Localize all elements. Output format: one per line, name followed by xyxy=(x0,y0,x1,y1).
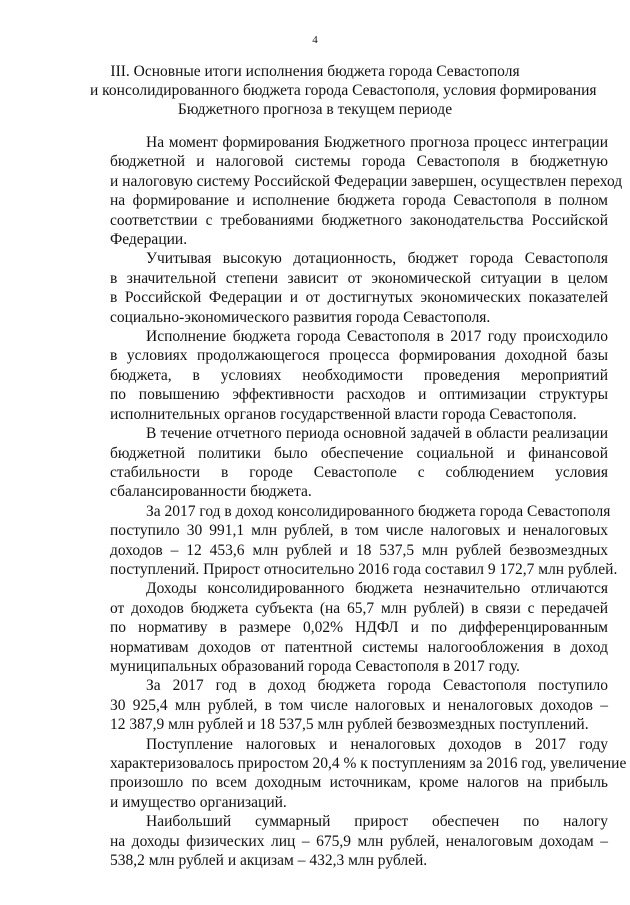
text-line: в значительной степени зависит от экономической ситуации в целом xyxy=(110,269,608,287)
text-line: За 2017 год в доход бюджета города Севастополя поступило xyxy=(146,677,608,695)
text-line: нормативам доходов от патентной системы налогообложения в доход xyxy=(110,638,608,656)
text-line: Доходы консолидированного бюджета незначительно отличаются xyxy=(146,580,608,598)
text-line: соответствии с требованиями бюджетного законодательства Российской xyxy=(110,211,608,229)
paragraph-subsidy xyxy=(110,249,608,327)
paragraph-execution-2017 xyxy=(110,327,608,424)
text-line: За 2017 год в доход консолидированного бюджета города Севастополя xyxy=(146,502,611,520)
text-line: муниципальных образований города Севастополя в 2017 году. xyxy=(110,657,520,675)
text-line: в условиях продолжающегося процесса формирования доходной базы xyxy=(110,347,608,365)
text-line: Наибольший суммарный прирост обеспечен по налогу xyxy=(146,813,608,831)
text-line: бюджетной и налоговой системы города Севастополя в бюджетную xyxy=(110,153,608,171)
text-line: и имущество организаций. xyxy=(110,793,287,811)
text-line: Федерации. xyxy=(110,231,188,249)
paragraph-income-difference xyxy=(110,579,608,676)
text-line: и налоговую систему Российской Федерации завершен, осуществлен переход xyxy=(110,172,623,190)
text-line: бюджетной политики было обеспечение социальной и финансовой xyxy=(110,444,608,462)
text-line: 12 387,9 млн рублей и 18 537,5 млн рублей безвозмездных поступлений. xyxy=(110,716,589,734)
paragraph-policy-goal xyxy=(110,424,608,502)
text-line: исполнительных органов государственной власти города Севастополя. xyxy=(110,405,577,423)
heading-line: Бюджетного прогноза в текущем периоде xyxy=(177,101,453,118)
heading-line: III. Основные итоги исполнения бюджета города Севастополя xyxy=(110,63,520,80)
paragraph-tax-growth xyxy=(110,735,627,813)
text-line: в Российской Федерации и от достигнутых экономических показателей xyxy=(110,289,608,307)
heading-line: и консолидированного бюджета города Севастополя, условия формирования xyxy=(90,82,597,99)
text-line: по повышению эффективности расходов и оптимизации структуры xyxy=(110,386,608,404)
text-line: поступлений. Прирост относительно 2016 года составил 9 172,7 млн рублей. xyxy=(110,560,618,578)
text-line: сбалансированности бюджета. xyxy=(110,483,312,501)
text-line: На момент формирования Бюджетного прогноза процесс интеграции xyxy=(146,134,608,151)
text-line: на формирование и исполнение бюджета города Севастополя в полном xyxy=(110,192,608,210)
text-line: по нормативу в размере 0,02% НДФЛ и по дифференцированным xyxy=(110,619,608,637)
text-line: стабильности в городе Севастополе с соблюдением условия xyxy=(110,463,608,481)
text-line: на доходы физических лиц – 675,9 млн рублей, неналоговым доходам – xyxy=(110,832,608,850)
text-line: доходов – 12 453,6 млн рублей и 18 537,5 млн рублей безвозмездных xyxy=(110,541,608,559)
paragraph-consolidated-income xyxy=(110,502,618,580)
text-line: бюджета, в условиях необходимости проведения мероприятий xyxy=(110,366,608,384)
text-line: характеризовалось приростом 20,4 % к поступлениям за 2016 год, увеличение xyxy=(110,755,627,772)
text-line: Учитывая высокую дотационность, бюджет города Севастополя xyxy=(146,250,608,268)
text-line: от доходов бюджета субъекта (на 65,7 млн рублей) в связи с передачей xyxy=(110,599,608,617)
text-line: 30 925,4 млн рублей, в том числе налоговых и неналоговых доходов – xyxy=(110,696,608,714)
text-line: социально-экономического развития города Севастополя. xyxy=(110,308,491,326)
text-line: 538,2 млн рублей и акцизам – 432,3 млн рублей. xyxy=(110,852,428,870)
paragraph-city-income xyxy=(110,676,608,734)
text-line: Поступление налоговых и неналоговых доходов в 2017 году xyxy=(146,735,608,753)
body-text xyxy=(110,133,627,870)
page-number: 4 xyxy=(312,34,318,46)
text-line: произошло по всем доходным источникам, кроме налогов на прибыль xyxy=(110,774,608,792)
paragraph-largest-growth xyxy=(110,812,608,870)
text-line: поступило 30 991,1 млн рублей, в том числе налоговых и неналоговых xyxy=(110,522,608,540)
text-line: Исполнение бюджета города Севастополя в 2017 году происходило xyxy=(146,328,608,346)
section-heading xyxy=(90,62,597,119)
text-line: В течение отчетного периода основной задачей в области реализации xyxy=(146,425,608,443)
paragraph-integration xyxy=(110,133,623,249)
